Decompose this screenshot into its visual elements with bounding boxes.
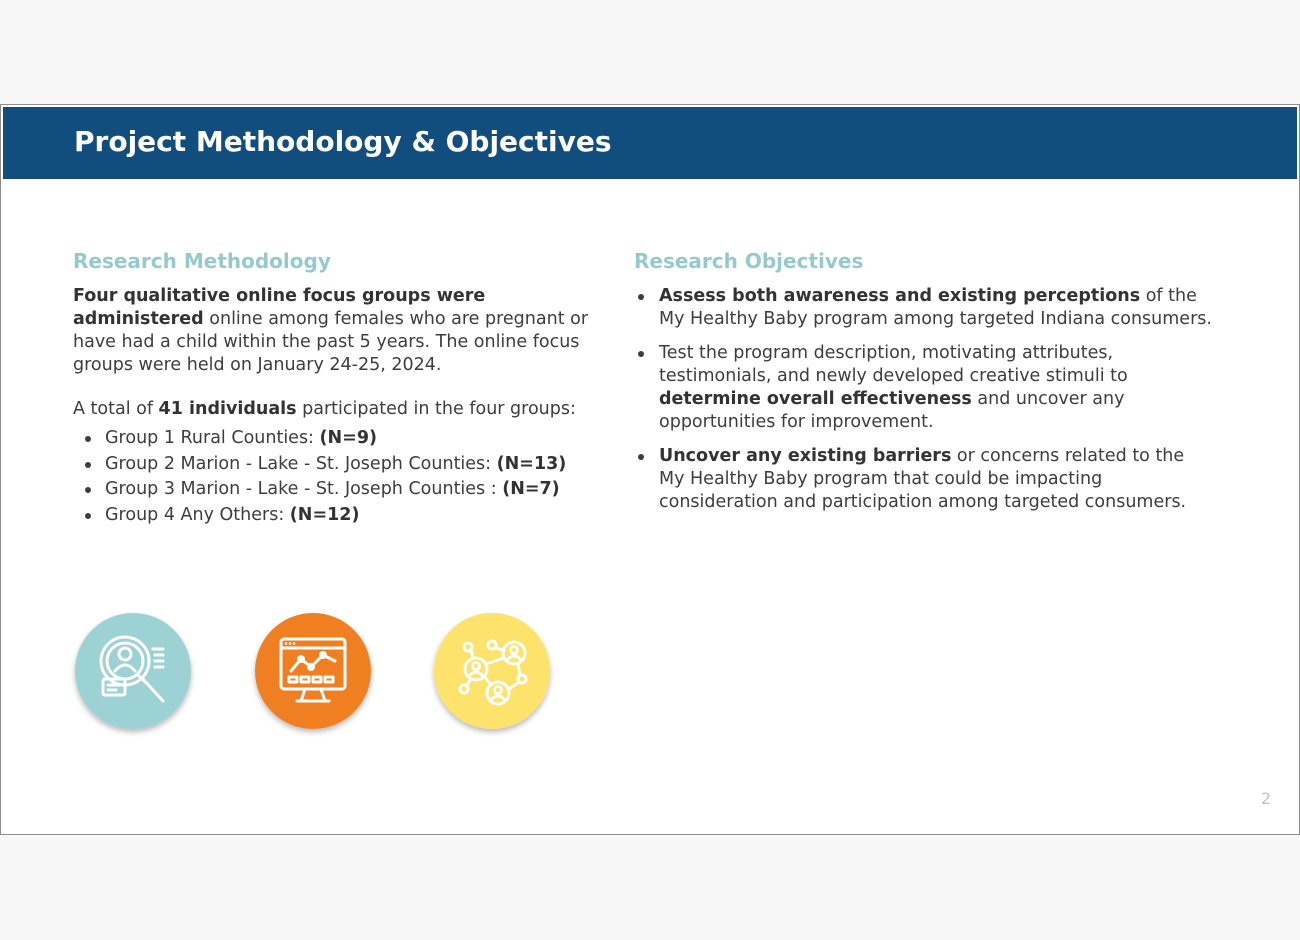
objective-item	[634, 445, 1214, 514]
group-label: Group 4 Any Others:	[105, 504, 290, 525]
objective-list	[634, 285, 1214, 514]
network-people-icon	[434, 613, 550, 729]
slide-title: Project Methodology & Objectives	[74, 125, 612, 158]
objective-item	[634, 285, 1214, 331]
objectives-heading: Research Objectives	[634, 249, 864, 273]
methodology-intro-rest: online among females who are pregnant or have had a child within the past 5 years. The online focus groups were held on January 24-25, 2024.	[73, 309, 589, 375]
objectives-section	[634, 249, 1214, 525]
objective-text: and uncover any opportunities for improvement.	[659, 389, 1125, 432]
objective-item	[634, 342, 1214, 434]
objective-text: of the My Healthy Baby program among targeted Indiana consumers.	[659, 286, 1212, 329]
methodology-intro-bold: Four qualitative online focus groups were administered	[73, 286, 486, 329]
group-count: (N=13)	[496, 453, 567, 474]
group-item	[73, 452, 613, 478]
slide	[0, 104, 1300, 835]
group-list	[73, 426, 613, 528]
objective-emphasis: Assess both awareness and existing perceptions	[659, 286, 1141, 306]
group-label: Group 1 Rural Counties:	[105, 428, 320, 448]
objective-text: or concerns related to the My Healthy Baby program that could be impacting consideration and participation among targeted consumers.	[659, 446, 1187, 512]
group-count: (N=9)	[319, 428, 378, 448]
page-number: 2	[1260, 789, 1271, 808]
total-suffix: participated in the four groups:	[296, 399, 576, 419]
group-item	[73, 503, 613, 529]
research-candidate-icon	[75, 613, 191, 729]
participants-summary	[73, 398, 613, 421]
group-label: Group 2 Marion - Lake - St. Joseph Counties:	[105, 453, 497, 474]
methodology-section	[73, 249, 613, 528]
group-count: (N=7)	[502, 479, 560, 499]
total-prefix: A total of	[73, 399, 159, 419]
total-count: 41 individuals	[158, 399, 297, 419]
group-label: Group 3 Marion - Lake - St. Joseph Counties :	[105, 479, 503, 499]
objective-emphasis: determine overall effectiveness	[659, 389, 972, 409]
objective-emphasis: Uncover any existing barriers	[659, 446, 952, 466]
group-count: (N=12)	[289, 504, 360, 525]
methodology-intro	[73, 285, 613, 377]
group-item	[73, 477, 613, 503]
title-bar	[3, 107, 1297, 179]
methodology-heading: Research Methodology	[73, 249, 331, 273]
monitor-analytics-icon	[255, 613, 371, 729]
group-item	[73, 426, 613, 452]
objective-text: Test the program description, motivating attributes, testimonials, and newly developed creative stimuli to	[659, 343, 1128, 386]
